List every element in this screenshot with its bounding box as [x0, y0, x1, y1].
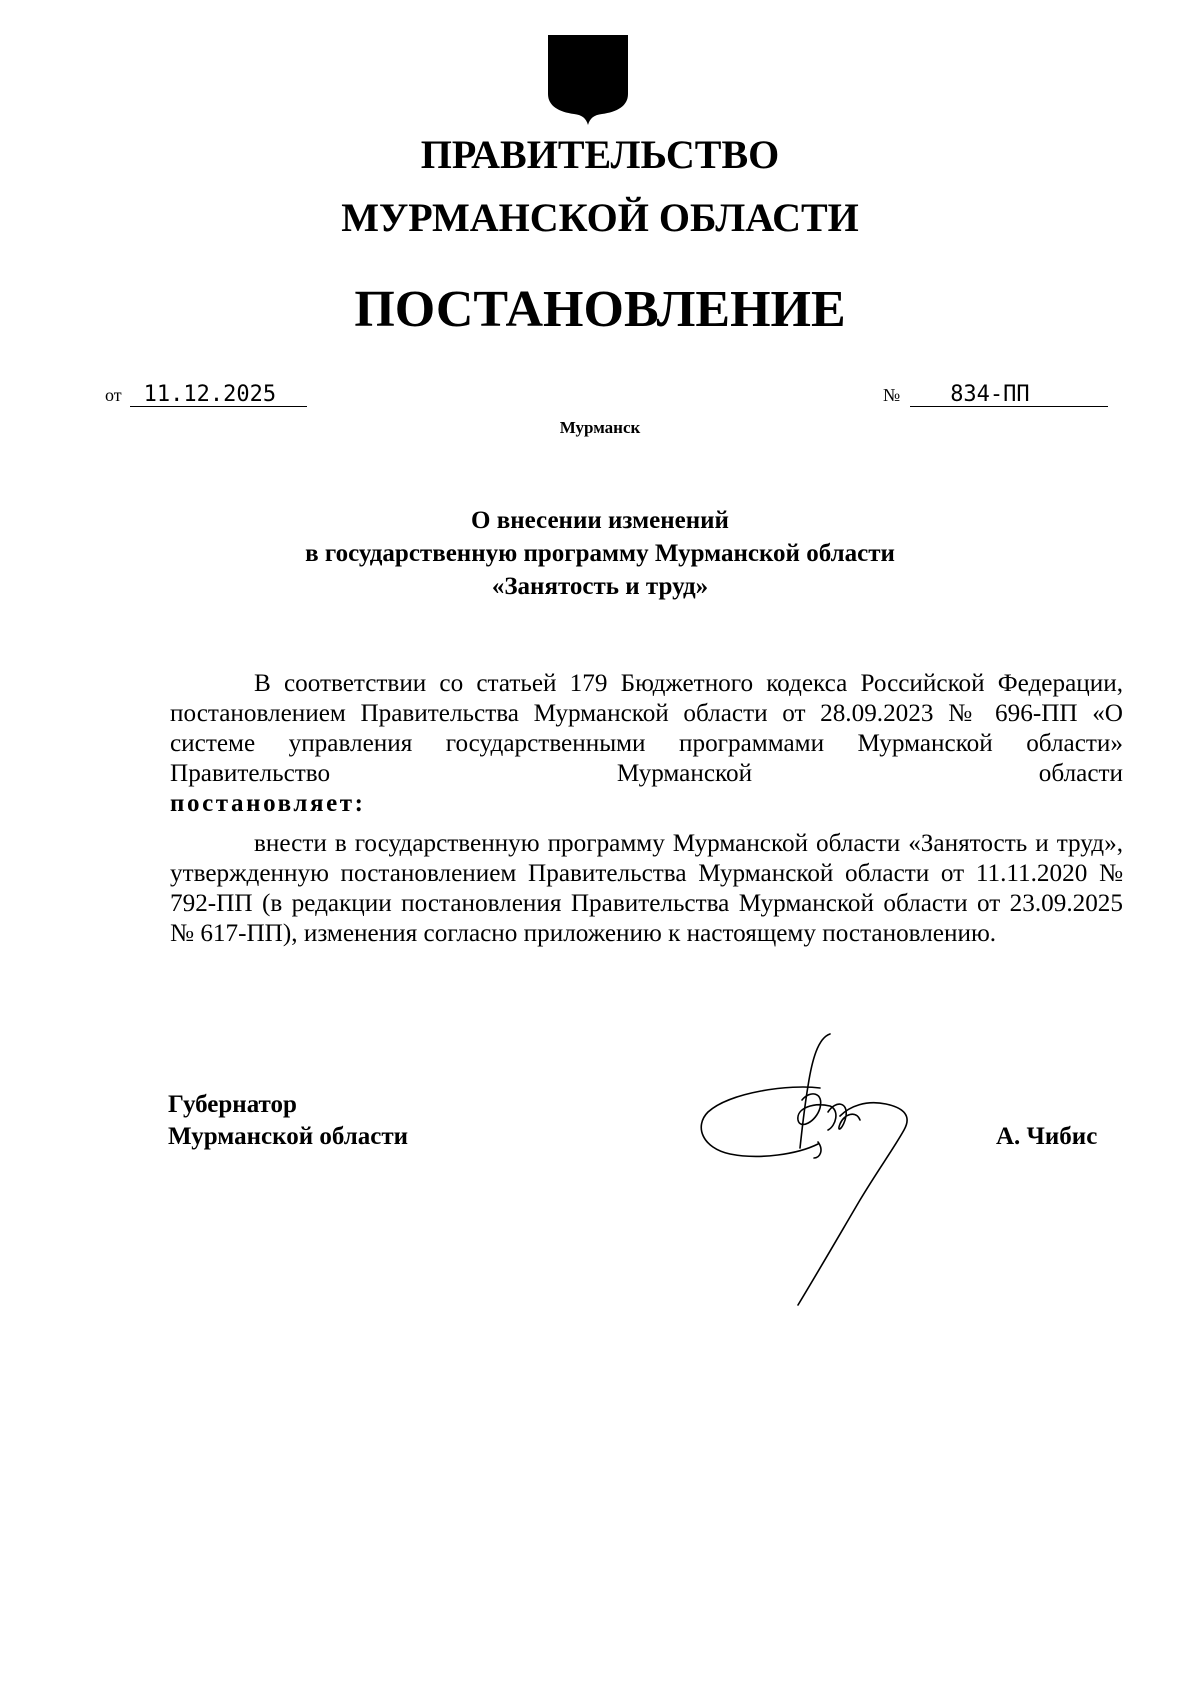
org-name-line2: МУРМАНСКОЙ ОБЛАСТИ — [341, 195, 859, 240]
subject-line3: «Занятость и труд» — [491, 573, 709, 600]
signatory-position-line2: Мурманской области — [168, 1123, 409, 1150]
signatory-position — [168, 1089, 408, 1153]
handwritten-signature — [690, 1030, 940, 1310]
date-prefix: от — [105, 385, 122, 405]
org-name-line1: ПРАВИТЕЛЬСТВО — [420, 132, 780, 177]
document-number: 834-ПП — [910, 384, 1108, 407]
coat-of-arms-emblem — [547, 34, 629, 126]
subject-line2: в государственную программу Мурманской области — [305, 540, 895, 567]
resolves-word: постановляет: — [170, 790, 366, 817]
operative-paragraph: внести в государственную программу Мурманской области «Занятость и труд», утвержденную постановлением Правительства Мурманской области от 11.11.2020 № 792-ПП (в редакции постановления Правительства Мурманской области от 23.09.2025 № 617-ПП), изменения согласно приложению к настоящему постановлению. — [170, 830, 1123, 947]
number-prefix: № — [883, 385, 901, 405]
signatory-position-line1: Губернатор — [168, 1091, 297, 1118]
city-name: Мурманск — [559, 418, 641, 437]
document-date: 11.12.2025 — [130, 384, 307, 407]
subject-line1: О внесении изменений — [471, 507, 729, 534]
document-type-title: ПОСТАНОВЛЕНИЕ — [354, 281, 846, 338]
signatory-name: А. Чибис — [996, 1123, 1098, 1150]
date-block — [105, 384, 307, 407]
number-block — [883, 384, 1108, 407]
subject-heading — [0, 504, 1200, 603]
preamble-paragraph: В соответствии со статьей 179 Бюджетного кодекса Российской Федерации, постановлением Правительства Мурманской области от 28.09.2023 № 696-ПП «О системе управления государственными программами Мурманской области» Правительство Мурманской области — [170, 670, 1123, 787]
